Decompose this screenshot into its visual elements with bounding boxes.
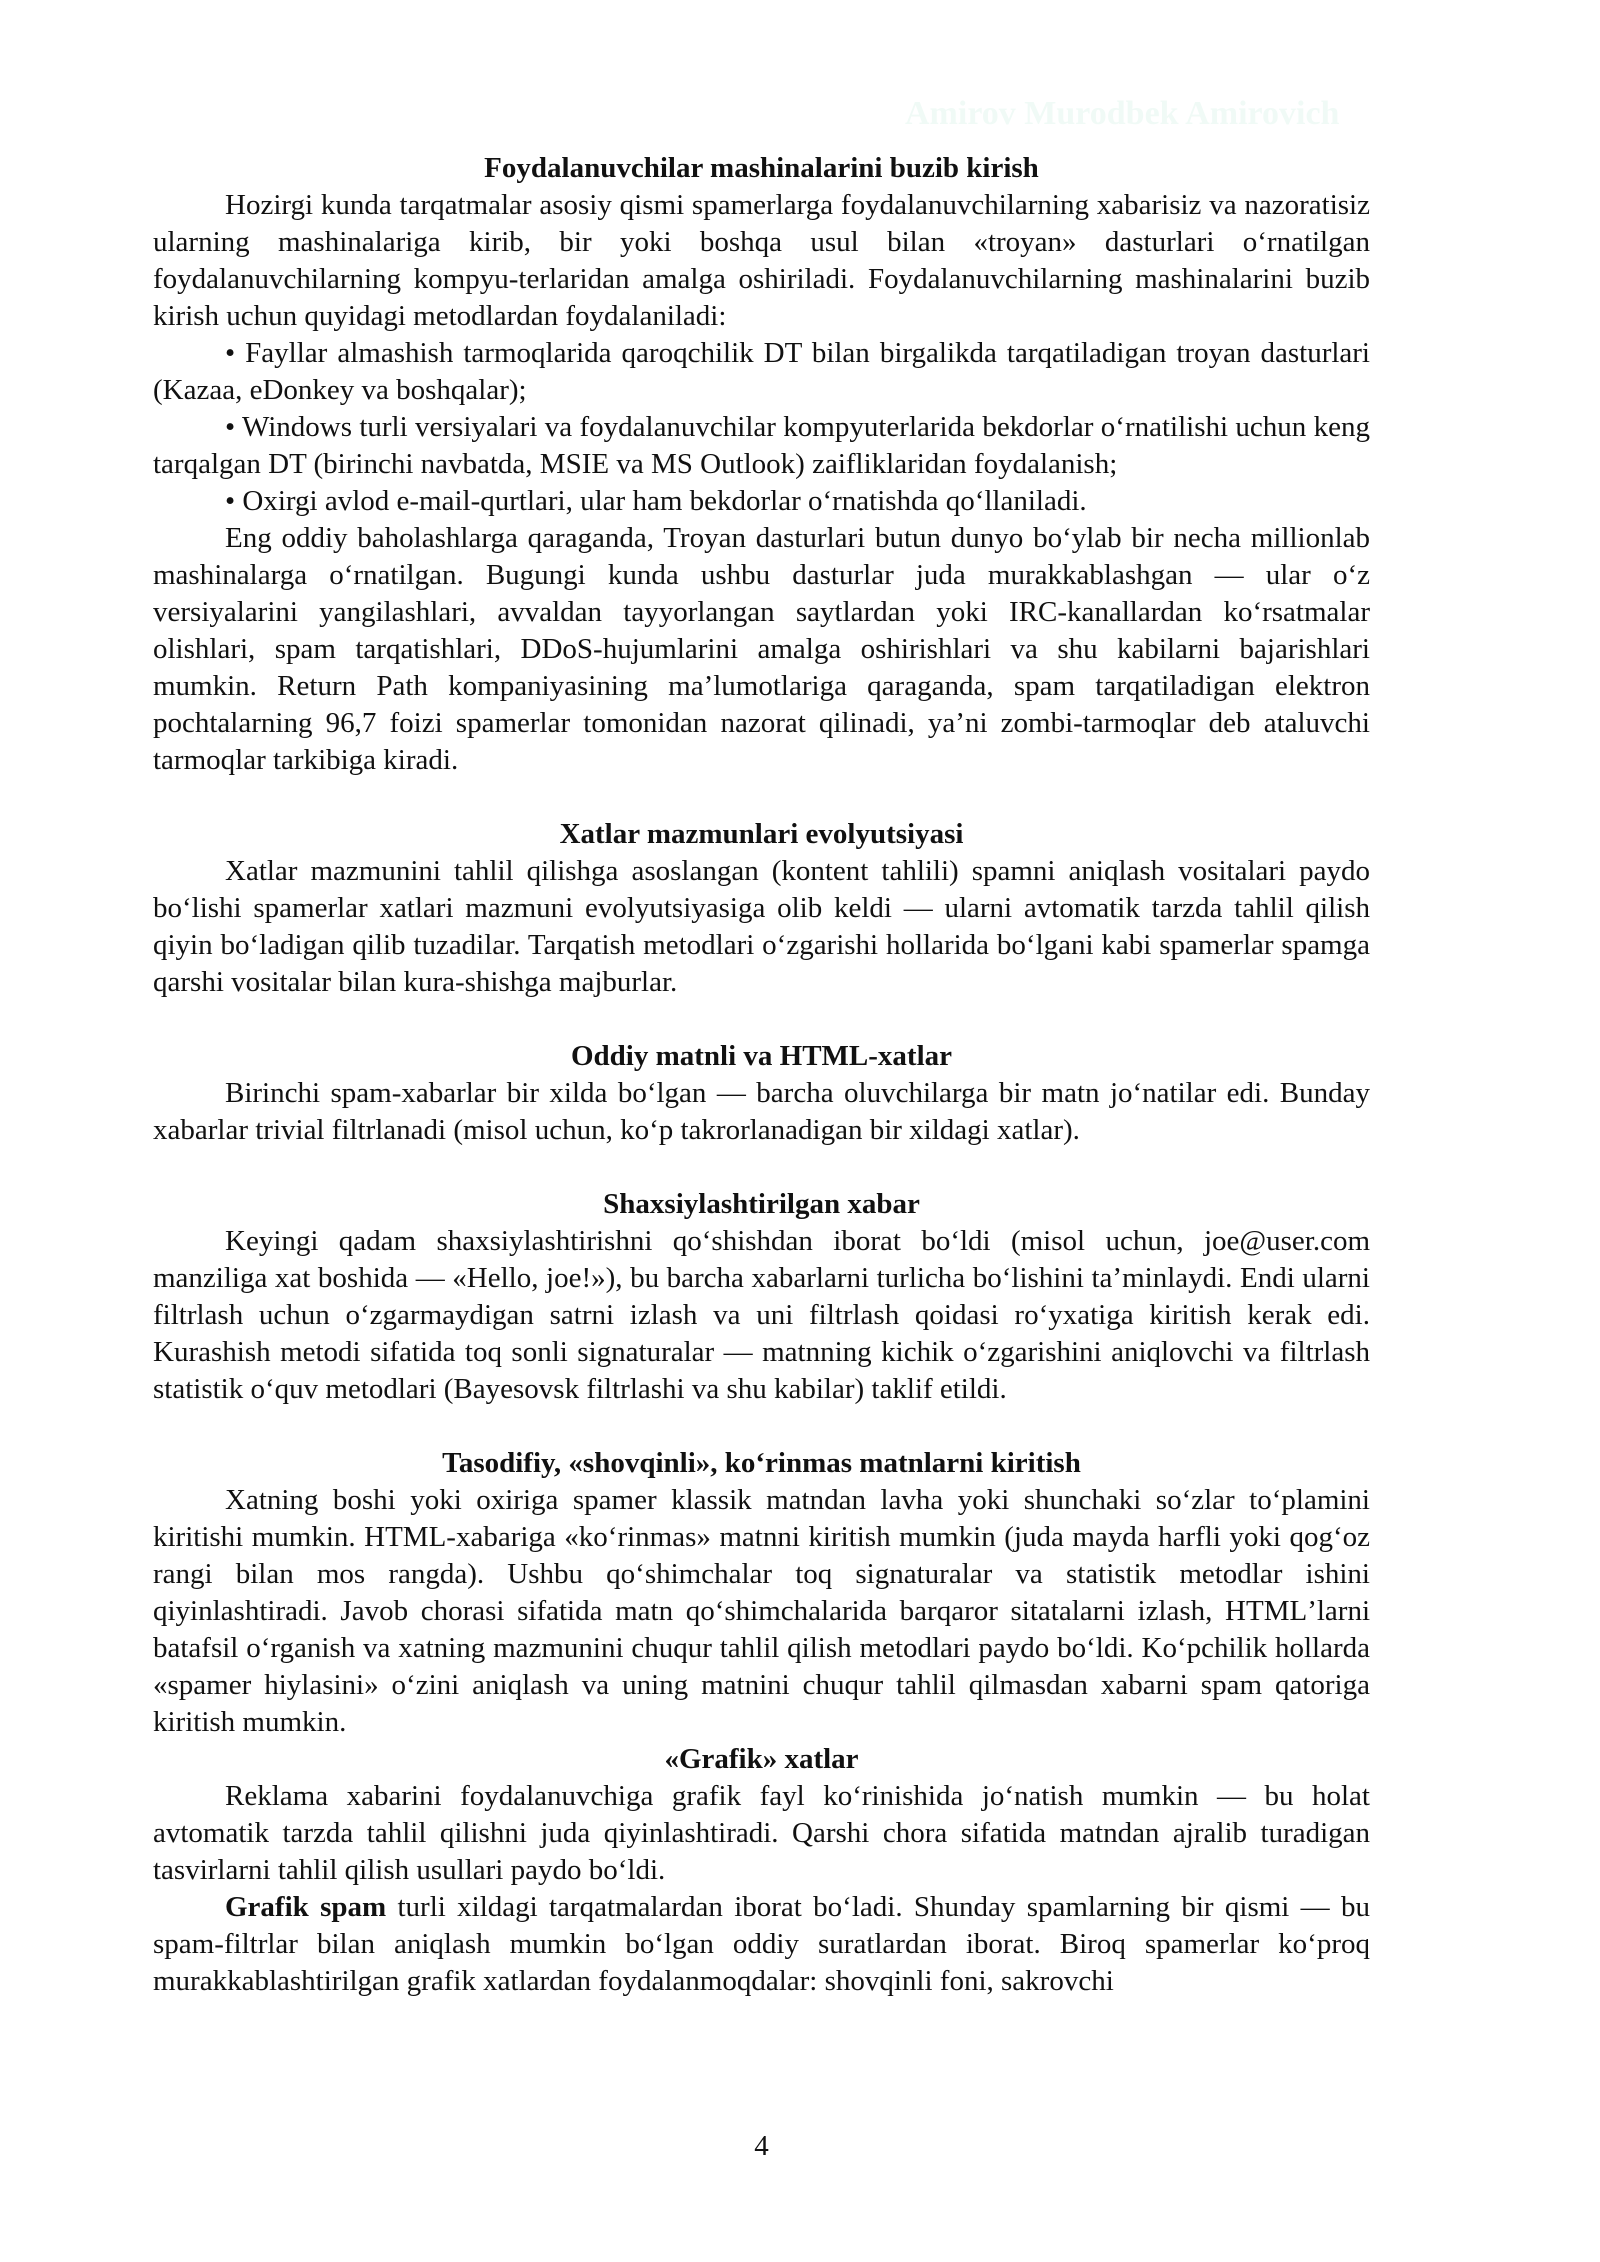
document-body xyxy=(153,150,1370,2000)
section-graphic-letters xyxy=(153,1741,1370,2000)
paragraph: Birinchi spam-xabarlar bir xilda boʻlgan — barcha oluvchilarga bir matn joʻnatilar edi. Bunday xabarlar trivial filtrlanadi (misol uchun, koʻp takrorlanadigan bir xildagi xatlar). xyxy=(153,1077,1370,1146)
section-heading: Foydalanuvchilar mashinalarini buzib kirish xyxy=(484,152,1039,184)
section-heading: «Grafik» xatlar xyxy=(664,1743,859,1775)
section-plain-html-letters xyxy=(153,1038,1370,1149)
section-heading: Tasodifiy, «shovqinli», koʻrinmas matnlarni kiritish xyxy=(442,1447,1081,1479)
section-heading: Shaxsiylashtirilgan xabar xyxy=(603,1188,920,1220)
paragraph: Eng oddiy baholashlarga qaraganda, Troyan dasturlari butun dunyo boʻylab bir necha millionlab mashinalarga oʻrnatilgan. Bugungi kunda ushbu dasturlar juda murakkablashgan — ular oʻz versiyalarini yangilashlari, avvaldan tayyorlangan saytlardan yoki IRC-kanallardan koʻrsatmalar olishlari, spam tarqatishlari, DDoS-hujumlarini amalga oshirishlari va shu kabilarni bajarishlari mumkin. Return Path kompaniyasining maʼlumotlariga qaraganda, spam tarqatiladigan elektron pochtalarning 96,7 foizi spamerlar tomonidan nazorat qilinadi, yaʼni zombi-tarmoqlar deb ataluvchi tarmoqlar tarkibiga kiradi. xyxy=(153,522,1370,776)
section-spacer xyxy=(153,779,1370,816)
paragraph: Keyingi qadam shaxsiylashtirishni qoʻshishdan iborat boʻldi (misol uchun, joe@user.com manziliga xat boshida — «Hello, joe!»), bu barcha xabarlarni turlicha boʻlishini taʼminlaydi. Endi ularni filtrlash uchun oʻzgarmaydigan satrni izlash va uni filtrlash qoidasi roʻyxatiga kiritish kerak edi. Kurashish metodi sifatida toq sonli signaturalar — matnning kichik oʻzgarishini aniqlovchi va filtrlash statistik oʻquv metodlari (Bayesovsk filtrlashi va shu kabilar) taklif etildi. xyxy=(153,1225,1370,1405)
section-heading: Xatlar mazmunlari evolyutsiyasi xyxy=(559,818,964,850)
paragraph: Hozirgi kunda tarqatmalar asosiy qismi spamerlarga foydalanuvchilarning xabarisiz va nazoratisiz ularning mashinalariga kirib, bir yoki boshqa usul bilan «troyan» dasturlari oʻrnatilgan foydalanuvchilarning kompyu-terlaridan amalga oshiriladi. Foydalanuvchilarning mashinalarini buzib kirish uchun quyidagi metodlardan foydalaniladi: xyxy=(153,189,1370,332)
paragraph: Reklama xabarini foydalanuvchiga grafik fayl koʻrinishida joʻnatish mumkin — bu holat avtomatik tarzda tahlil qilishni juda qiyinlashtiradi. Qarshi chora sifatida matndan ajralib turadigan tasvirlarni tahlil qilish usullari paydo boʻldi. xyxy=(153,1780,1370,1886)
section-spacer xyxy=(153,1001,1370,1038)
section-spacer xyxy=(153,1149,1370,1186)
paragraph-text: turli xildagi tarqatmalardan iborat boʻladi. Shunday spamlarning bir qismi — bu spam-filtrlar bilan aniqlash mumkin boʻlgan oddiy suratlardan iborat. Biroq spamerlar koʻproq murakkablashtirilgan grafik xatlardan foydalanmoqdalar: shovqinli foni, sakrovchi xyxy=(153,1891,1371,1997)
section-heading: Oddiy matnli va HTML-xatlar xyxy=(570,1040,953,1072)
section-personalized-message xyxy=(153,1186,1370,1408)
section-content-evolution xyxy=(153,816,1370,1001)
paragraph: Xatning boshi yoki oxiriga spamer klassik matndan lavha yoki shunchaki soʻzlar toʻplamini kiritishi mumkin. HTML-xabariga «koʻrinmas» matnni kiritish mumkin (juda mayda harfli yoki qogʻoz rangi bilan mos rangda). Ushbu qoʻshimchalar toq signaturalar va statistik metodlar ishini qiyinlashtiradi. Javob chorasi sifatida matn qoʻshimchalarida barqaror sitatalarni izlash, HTMLʼlarni batafsil oʻrganish va xatning mazmunini chuqur tahlil qilish metodlari paydo boʻldi. Koʻpchilik hollarda «spamer hiylasini» oʻzini aniqlash va uning matnini chuqur tahlil qilmasdan xabarni spam qatoriga kiritish mumkin. xyxy=(153,1484,1370,1738)
section-spacer xyxy=(153,1408,1370,1445)
paragraph xyxy=(153,1889,1370,2000)
paragraph: Xatlar mazmunini tahlil qilishga asoslangan (kontent tahlili) spamni aniqlash vositalari paydo boʻlishi spamerlar xatlari mazmuni evolyutsiyasiga olib keldi — ularni avtomatik tarzda tahlil qilish qiyin boʻladigan qilib tuzadilar. Tarqatish metodlari oʻzgarishi hollarida boʻlgani kabi spamerlar spamga qarshi vositalar bilan kura-shishga majburlar. xyxy=(153,855,1370,998)
watermark-text: Amirov Murodbek Amirovich xyxy=(905,95,1340,132)
section-random-noisy-text xyxy=(153,1445,1370,1741)
page-number: 4 xyxy=(754,2130,769,2162)
bullet-item: • Windows turli versiyalari va foydalanuvchilar kompyuterlarida bekdorlar oʻrnatilishi uchun keng tarqalgan DT (birinchi navbatda, MSIE va MS Outlook) zaifliklaridan foydalanish; xyxy=(153,411,1370,480)
section-hacking-machines xyxy=(153,150,1370,779)
bullet-item: • Fayllar almashish tarmoqlarida qaroqchilik DT bilan birgalikda tarqatiladigan troyan dasturlari (Kazaa, eDonkey va boshqalar); xyxy=(153,337,1370,406)
bullet-item: • Oxirgi avlod e-mail-qurtlari, ular ham bekdorlar oʻrnatishda qoʻllaniladi. xyxy=(225,485,1087,517)
bold-term: Grafik spam xyxy=(225,1891,387,1923)
